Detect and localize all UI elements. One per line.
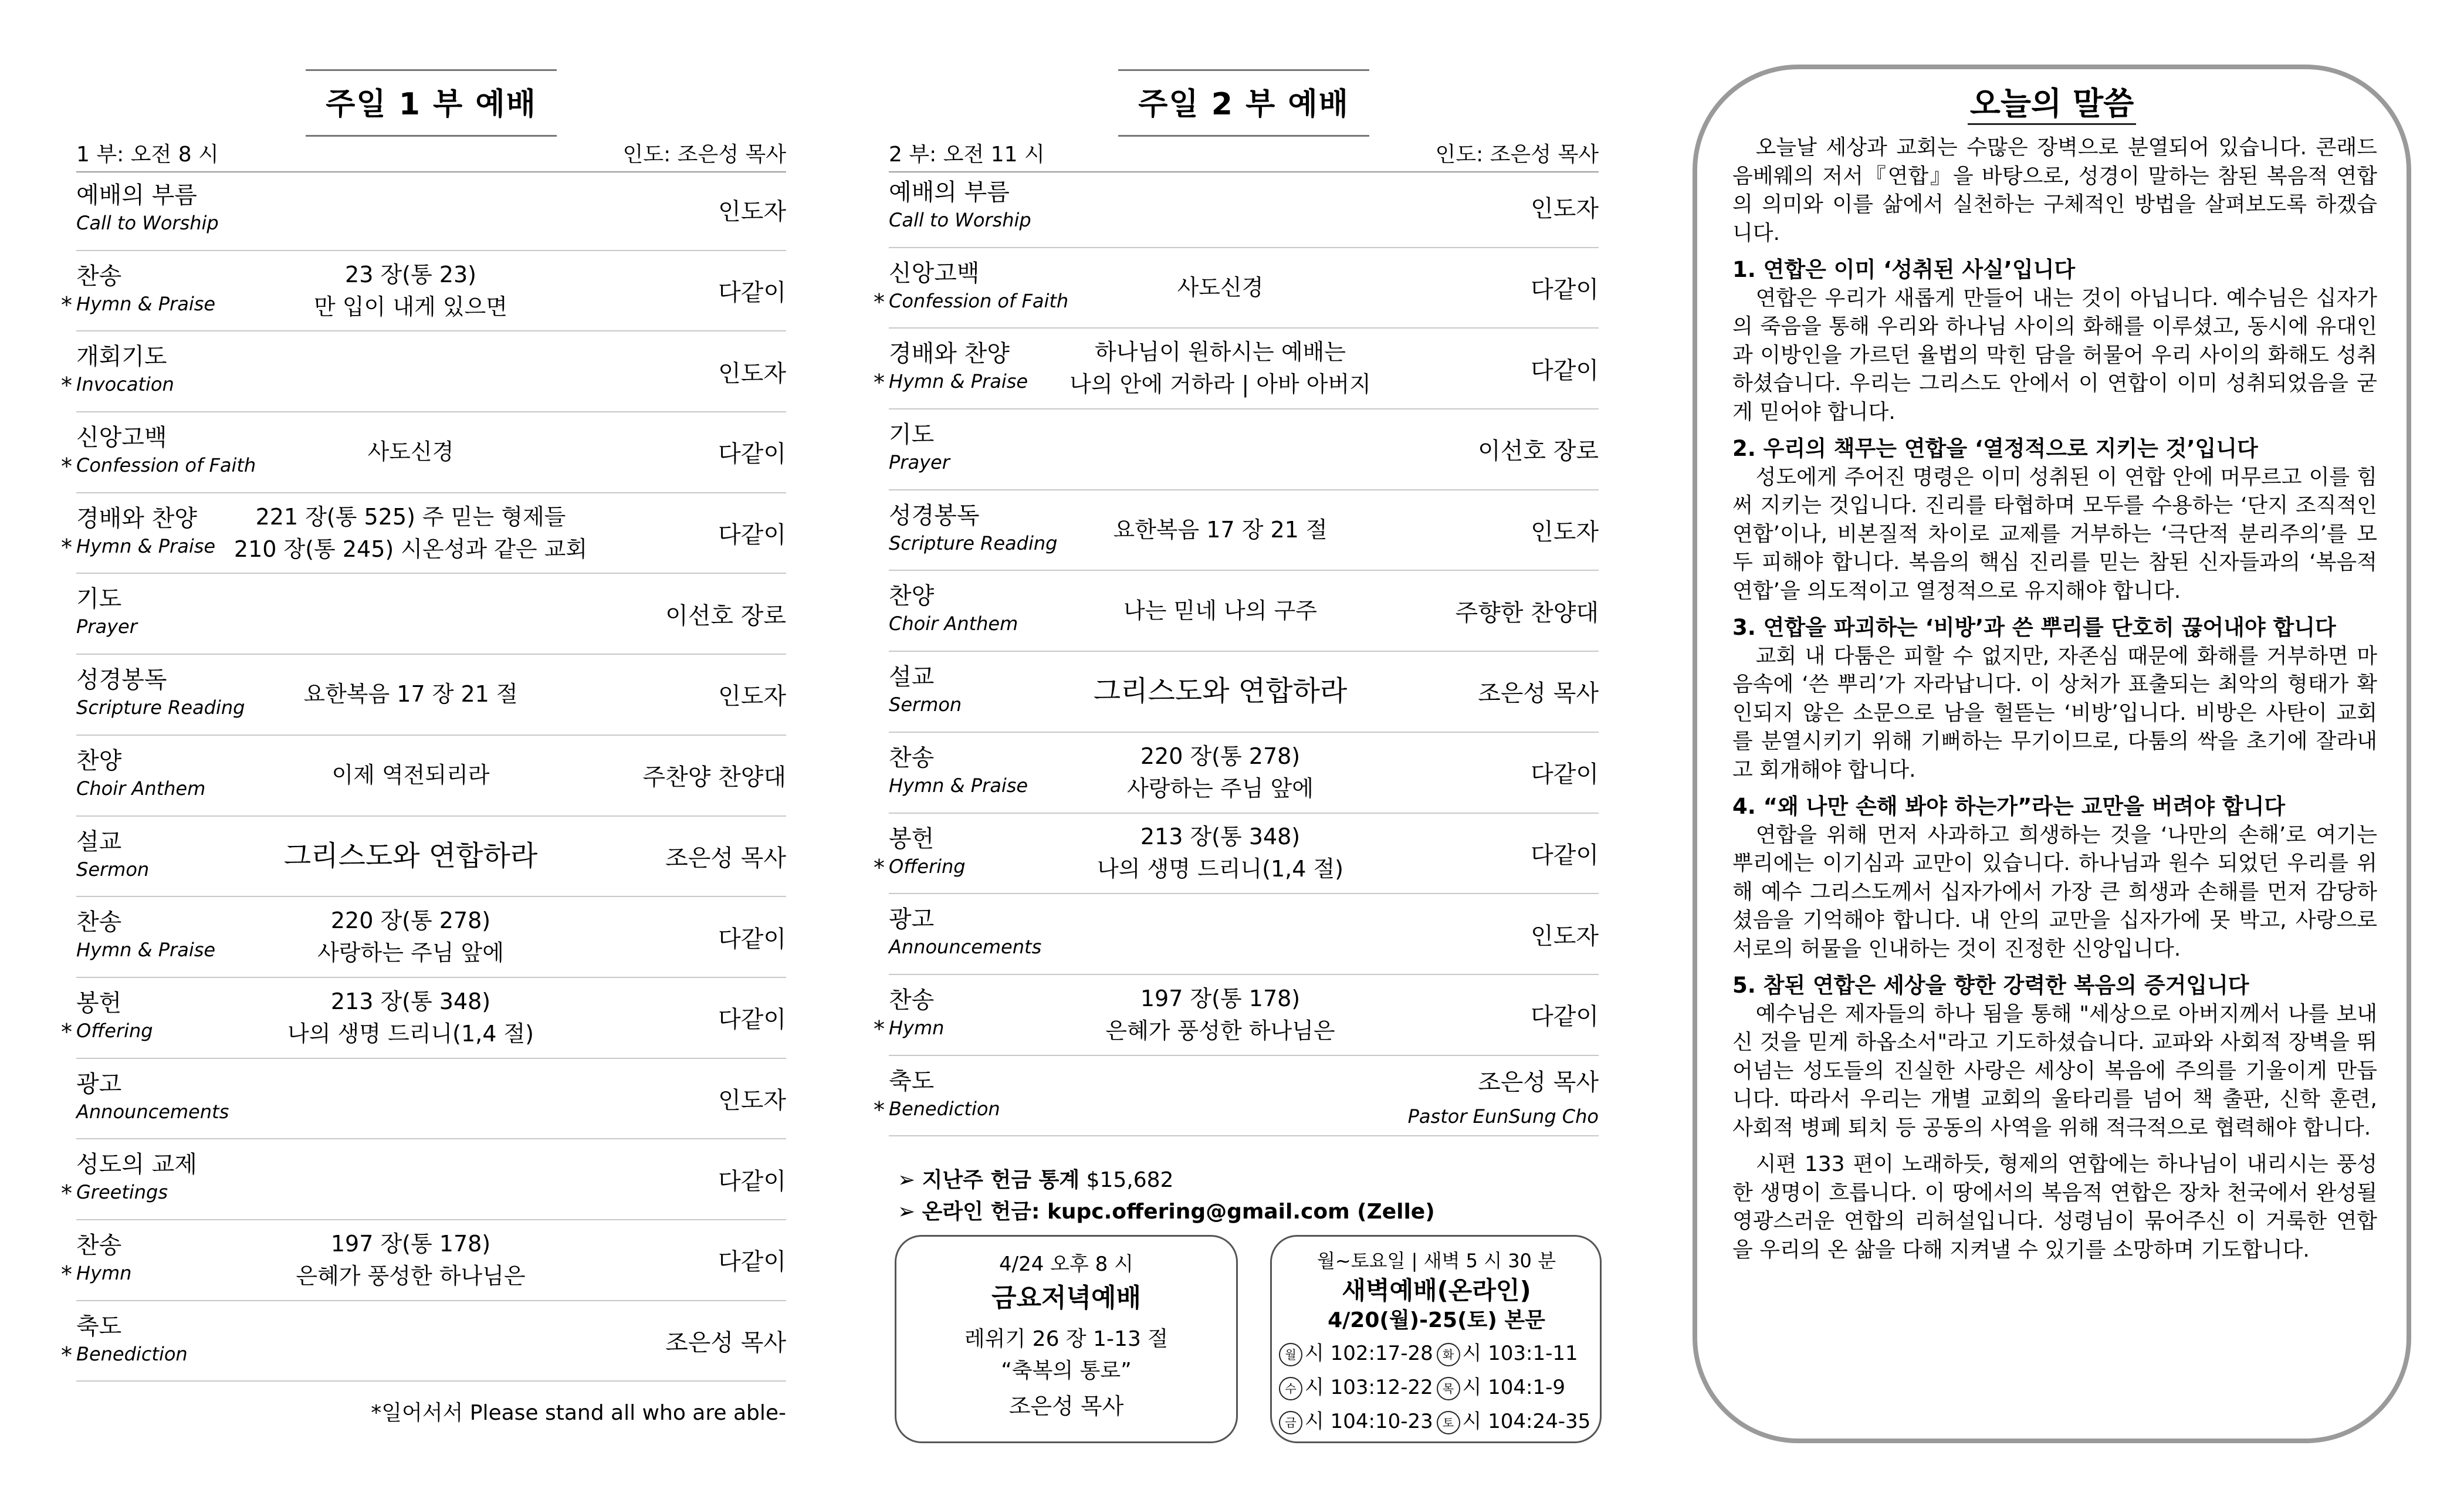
- order-leader-name: 조은성 목사: [665, 1329, 786, 1356]
- order-detail-line1: 23 장(통 23): [345, 261, 476, 287]
- sermon-body: [1732, 134, 2377, 1272]
- dawn-schedule: 월~토요일 | 새벽 5 시 30 분: [1317, 1250, 1556, 1272]
- order-detail-line2: 210 장(통 245) 시온성과 같은 교회: [233, 536, 588, 562]
- sermon-point-body: 연합은 우리가 새롭게 만들어 내는 것이 아닙니다. 예수님은 십자가의 죽음을 통해 우리와 하나님 사이의 화해를 이루셨고, 동시에 유대인과 이방인을 가르던 율법의 막힌 담을 허물어 우리 사이의 화해도 성취하셨습니다. 우리는 그리스도 안에서 이 연합이 이미 성취되었음을 굳게 믿어야 합니다.: [1732, 286, 2377, 424]
- order-leader: [718, 978, 786, 1058]
- order-detail-line1: 요한복음 17 장 21 절: [303, 681, 518, 708]
- order-row: [874, 814, 1599, 895]
- friday-datetime: 4/24 오후 8 시: [999, 1253, 1133, 1276]
- order-detail-line1: 197 장(통 178): [1140, 985, 1301, 1011]
- offering-online: ➢ 온라인 헌금: kupc.offering@gmail.com (Zelle): [898, 1200, 1435, 1224]
- order-detail-line2: 은혜가 풍성한 하나님은: [1105, 1017, 1335, 1044]
- order-detail-line2: 만 입이 내게 있으면: [314, 293, 507, 320]
- order-label: [76, 1069, 229, 1125]
- standing-mark: *: [61, 1261, 72, 1287]
- order-name-en: Hymn & Praise: [76, 534, 216, 557]
- friday-service-box: [895, 1235, 1238, 1443]
- order-leader: [718, 251, 786, 331]
- order-detail-line1: 213 장(통 348): [330, 988, 491, 1014]
- sermon-intro: 오늘날 세상과 교회는 수많은 장벽으로 분열되어 있습니다. 콘래드 음베웨의 저서『연합』을 바탕으로, 성경이 말하는 참된 복음적 연합의 의미와 이를 삶에서 실천하는 구체적인 방법을 살펴보도록 하겠습니다.: [1732, 136, 2377, 245]
- order-leader-name: 다같이: [1531, 1003, 1599, 1031]
- order-detail-line1: 197 장(통 178): [330, 1230, 491, 1257]
- dawn-reading: [1279, 1370, 1437, 1404]
- order-label: [76, 1150, 197, 1205]
- order-detail-line2: 나의 생명 드리니(1,4 절): [287, 1020, 534, 1047]
- order-label: [889, 501, 1057, 556]
- sermon-closing: 시편 133 편이 노래하듯, 형제의 연합에는 하나님이 내리시는 풍성한 생명이 흐릅니다. 이 땅에서의 복음적 연합은 장차 천국에서 완성될 영광스러운 연합의 리허설입니다. 성령님이 묶어주신 이 거룩한 연합을 우리의 온 삶을 다해 지켜낼 수 있기를 소망하며 기도합니다.: [1732, 1152, 2377, 1262]
- sermon-point-body: 교회 내 다툼은 피할 수 없지만, 자존심 때문에 화해를 거부하면 마음속에 ‘쓴 뿌리’가 자라납니다. 이 상처가 표출되는 최악의 형태가 확인되지 않은 소문으로 남을 헐뜯는 ‘비방’입니다. 비방은 사탄이 교회를 분열시키기 위해 기뻐하는 무기이므로, 다툼의 싹을 초기에 잘라내고 회개해야 합니다.: [1732, 644, 2377, 782]
- order-name-ko: 경배와 찬양: [76, 505, 197, 532]
- order-name-en: Call to Worship: [889, 209, 1031, 231]
- order-row: [61, 251, 786, 332]
- dawn-service-box: [1270, 1235, 1602, 1443]
- dawn-reading-text: 시 103:12-22: [1305, 1376, 1433, 1399]
- order-row: [889, 167, 1599, 248]
- order-row: [61, 331, 786, 412]
- order-detail-line2: 나의 안에 거하라 | 아바 아버지: [1069, 371, 1371, 398]
- standing-mark: *: [874, 854, 885, 881]
- order-leader-name: 다같이: [718, 522, 786, 549]
- order-leader: [1531, 329, 1599, 408]
- order-label: [76, 827, 149, 882]
- order-name-ko: 예배의 부름: [889, 179, 1010, 206]
- order-row: [874, 975, 1599, 1056]
- day-circle-icon: 토: [1437, 1411, 1460, 1434]
- service2-title-wrap: [889, 69, 1599, 137]
- order-leader: [718, 1220, 786, 1300]
- order-detail: [229, 1220, 593, 1300]
- order-name-en: Hymn: [76, 1261, 132, 1284]
- order-row: [76, 655, 786, 736]
- order-leader-name: 다같이: [718, 1006, 786, 1034]
- order-name-ko: 광고: [889, 906, 935, 933]
- order-detail-line1: 그리스도와 연합하라: [1093, 675, 1348, 708]
- service1-time: 1 부: 오전 8 시: [76, 143, 219, 167]
- order-label: [889, 339, 1028, 394]
- order-label: [76, 989, 153, 1044]
- sermon-panel: [1693, 65, 2411, 1443]
- order-leader-name: 인도자: [1531, 519, 1599, 546]
- standing-mark: *: [874, 1016, 885, 1042]
- order-row: [76, 897, 786, 978]
- order-detail: [1038, 733, 1402, 813]
- order-detail: [229, 412, 593, 492]
- standing-mark: *: [61, 1018, 72, 1045]
- order-row: [889, 409, 1599, 490]
- order-name-ko: 개회기도: [76, 343, 167, 371]
- order-leader: [665, 574, 786, 654]
- order-row: [76, 1059, 786, 1140]
- order-leader-name: 다같이: [718, 925, 786, 953]
- service2-order-list: [874, 167, 1599, 1136]
- order-detail: [229, 655, 593, 735]
- order-label: [889, 178, 1031, 233]
- order-leader-name: 이선호 장로: [1478, 438, 1599, 465]
- order-name-en: Choir Anthem: [76, 777, 206, 800]
- order-leader-name: 조은성 목사: [1478, 1068, 1599, 1096]
- order-leader: [1531, 167, 1599, 247]
- order-leader: [1531, 814, 1599, 893]
- order-name-ko: 신앙고백: [889, 259, 980, 287]
- order-detail: [229, 897, 593, 977]
- order-leader-sub: Pastor EunSung Cho: [1407, 1105, 1599, 1128]
- order-leader: [718, 1059, 786, 1139]
- sermon-point-heading: 1. 연합은 이미 ‘성취된 사실’입니다: [1732, 257, 2076, 282]
- order-label: [889, 662, 962, 717]
- order-detail-line1: 요한복음 17 장 21 절: [1113, 517, 1328, 543]
- order-label: [889, 824, 966, 879]
- service2-leader: 인도: 조은성 목사: [1435, 143, 1599, 167]
- order-name-ko: 봉헌: [76, 989, 122, 1017]
- order-leader: [1531, 490, 1599, 570]
- order-name-en: Offering: [76, 1019, 153, 1042]
- offering-stats-value: $15,682: [1086, 1168, 1174, 1192]
- order-detail-line2: 사랑하는 주님 앞에: [1127, 775, 1314, 801]
- order-detail: [1038, 571, 1402, 651]
- dawn-range: 4/20(월)-25(토) 본문: [1328, 1308, 1545, 1332]
- sermon-point-body: 연합을 위해 먼저 사과하고 희생하는 것을 ‘나만의 손해’로 여기는 뿌리에는 이기심과 교만이 있습니다. 하나님과 원수 되었던 우리를 위해 예수 그리스도께서 십자가에서 가장 큰 희생과 손해를 먼저 감당하셨음을 기억해야 합니다. 내 안의 교만을 십자가에 못 박고, 사랑으로 서로의 허물을 인내하는 것이 진정한 신앙입니다.: [1732, 823, 2377, 961]
- order-name-ko: 설교: [889, 664, 935, 691]
- order-name-ko: 봉헌: [889, 825, 935, 852]
- order-leader: [718, 170, 786, 250]
- order-name-en: Announcements: [889, 936, 1042, 959]
- friday-name: 금요저녁예배: [991, 1283, 1142, 1313]
- order-detail: [229, 493, 593, 573]
- order-leader-name: 주향한 찬양대: [1455, 599, 1599, 627]
- order-name-en: Choir Anthem: [889, 612, 1018, 635]
- order-row: [61, 1301, 786, 1382]
- day-circle-icon: 금: [1279, 1411, 1302, 1434]
- order-row: [61, 978, 786, 1059]
- dawn-reading-text: 시 104:10-23: [1305, 1410, 1433, 1433]
- service1-meta: [76, 138, 786, 172]
- order-detail-line2: 나의 생명 드리니(1,4 절): [1097, 856, 1343, 882]
- sermon-point-heading: 2. 우리의 책무는 연합을 ‘열정적으로 지키는 것’입니다: [1732, 436, 2258, 461]
- sermon-point-body: 성도에게 주어진 명령은 이미 성취된 이 연합 안에 머무르고 이를 힘써 지키는 것입니다. 진리를 타협하며 모두를 수용하는 ‘단지 조직적인 연합’이나, 비본질적 차이로 교제를 거부하는 ‘극단적 분리주의’를 모두 피해야 합니다. 복음의 핵심 진리를 믿는 참된 신자들과의 ‘복음적 연합’을 의도적이고 열정적으로 유지해야 합니다.: [1732, 465, 2377, 603]
- dawn-reading-text: 시 103:1-11: [1462, 1342, 1578, 1365]
- order-leader: [1531, 894, 1599, 974]
- order-leader-name: 다같이: [1531, 276, 1599, 304]
- order-detail-line1: 나는 믿네 나의 구주: [1123, 597, 1317, 624]
- order-name-en: Confession of Faith: [76, 454, 256, 477]
- order-detail-line2: 은혜가 풍성한 하나님은: [296, 1263, 526, 1289]
- order-detail: [1038, 814, 1402, 893]
- order-leader: [1455, 571, 1599, 651]
- order-name-ko: 성경봉독: [889, 502, 980, 529]
- order-label: [889, 581, 1018, 637]
- order-row: [76, 574, 786, 655]
- dawn-reading-text: 시 104:1-9: [1462, 1376, 1566, 1399]
- order-detail: [229, 978, 593, 1058]
- order-row: [889, 571, 1599, 652]
- order-name-en: Hymn: [889, 1016, 945, 1039]
- offering-stats: ➢ 지난주 헌금 통계 $15,682: [898, 1168, 1174, 1192]
- order-leader-name: 조은성 목사: [665, 844, 786, 872]
- order-leader-name: 인도자: [718, 1087, 786, 1114]
- order-label: [76, 1231, 131, 1286]
- order-detail-line1: 213 장(통 348): [1140, 824, 1301, 850]
- order-label: [76, 181, 219, 236]
- order-name-en: Scripture Reading: [76, 696, 245, 719]
- standing-mark: *: [61, 292, 72, 318]
- service2-time: 2 부: 오전 11 시: [889, 143, 1045, 167]
- order-row: [889, 894, 1599, 975]
- order-name-ko: 찬송: [76, 909, 122, 936]
- order-name-en: Prayer: [76, 615, 137, 638]
- order-detail-line1: 220 장(통 278): [1140, 743, 1301, 769]
- order-name-en: Benediction: [889, 1097, 1000, 1120]
- order-detail: [1038, 248, 1402, 328]
- order-label: [76, 1312, 188, 1367]
- order-row: [61, 493, 786, 574]
- order-row: [889, 652, 1599, 733]
- sermon-title-wrap: [1697, 79, 2407, 124]
- order-name-ko: 기도: [76, 585, 122, 613]
- order-leader: [718, 493, 786, 573]
- standing-mark: *: [61, 373, 72, 399]
- order-name-ko: 축도: [889, 1067, 935, 1095]
- offering-online-label: 온라인 헌금: kupc.offering@gmail.com (Zelle): [922, 1200, 1435, 1224]
- order-label: [889, 420, 950, 475]
- order-label: [889, 743, 1028, 798]
- order-leader-name: 다같이: [718, 441, 786, 468]
- order-name-ko: 찬송: [889, 744, 935, 771]
- dawn-readings: [1279, 1336, 1594, 1439]
- order-label: [76, 342, 174, 397]
- dawn-reading: [1437, 1370, 1595, 1404]
- order-row: [61, 412, 786, 493]
- order-detail: [1038, 652, 1402, 732]
- dawn-reading: [1437, 1336, 1595, 1370]
- order-name-ko: 찬양: [889, 583, 935, 610]
- order-name-ko: 성경봉독: [76, 666, 167, 694]
- order-label: [76, 262, 215, 317]
- order-row: [874, 329, 1599, 409]
- order-name-en: Sermon: [889, 693, 962, 716]
- order-name-en: Scripture Reading: [889, 532, 1058, 554]
- service1-order-list: [61, 170, 786, 1382]
- order-row: [61, 1220, 786, 1301]
- order-row: [76, 736, 786, 817]
- order-name-en: Announcements: [76, 1100, 229, 1123]
- order-leader-name: 다같이: [718, 1167, 786, 1195]
- dawn-reading: [1279, 1404, 1437, 1439]
- order-detail-line1: 하나님이 원하시는 예배는: [1095, 339, 1346, 365]
- order-leader: [718, 412, 786, 492]
- order-detail-line1: 221 장(통 525) 주 믿는 형제들: [255, 503, 566, 530]
- order-label: [76, 504, 215, 559]
- order-label: [76, 908, 215, 963]
- sermon-point-heading: 4. “왜 나만 손해 봐야 하는가”라는 교만을 버려야 합니다: [1732, 794, 2286, 819]
- standing-mark: *: [874, 1096, 885, 1123]
- order-row: [889, 490, 1599, 571]
- order-name-en: Hymn & Praise: [76, 939, 216, 962]
- order-detail: [1038, 975, 1402, 1055]
- order-name-ko: 찬양: [76, 747, 122, 774]
- sermon-point-body: 예수님은 제자들의 하나 됨을 통해 "세상으로 아버지께서 나를 보내신 것을 믿게 하옵소서"라고 기도하셨습니다. 교파와 사회적 장벽을 뛰어넘는 성도들의 진실한 사랑은 세상이 복음에 주의를 기울이게 만듭니다. 따라서 우리는 개별 교회의 울타리를 넘어 책 출판, 신학 훈련, 사회적 병폐 퇴치 등 공동의 사역을 위해 적극적으로 협력해야 합니다.: [1732, 1001, 2377, 1140]
- order-leader: [1531, 975, 1599, 1055]
- order-leader: [1408, 1056, 1599, 1136]
- order-leader: [1478, 409, 1599, 489]
- day-circle-icon: 수: [1279, 1377, 1302, 1400]
- order-name-ko: 찬송: [76, 1231, 122, 1259]
- order-row: [76, 170, 786, 251]
- dawn-reading-text: 시 102:17-28: [1305, 1342, 1433, 1365]
- order-detail-line1: 이제 역전되리라: [331, 762, 490, 788]
- standing-mark: *: [61, 1180, 72, 1207]
- order-detail: [229, 251, 593, 331]
- order-leader-name: 인도자: [718, 360, 786, 387]
- order-leader: [1531, 733, 1599, 813]
- standing-mark: *: [874, 289, 885, 315]
- order-leader-name: 조은성 목사: [1478, 680, 1599, 708]
- order-leader: [1478, 652, 1599, 732]
- order-leader-name: 인도자: [1531, 195, 1599, 223]
- order-row: [874, 248, 1599, 329]
- order-name-en: Invocation: [76, 373, 174, 396]
- order-detail-line1: 220 장(통 278): [330, 908, 491, 934]
- order-name-en: Prayer: [889, 451, 950, 474]
- order-leader: [1531, 248, 1599, 328]
- order-label: [889, 1067, 1000, 1122]
- order-label: [76, 746, 205, 801]
- service1-title: 주일 1 부 예배: [306, 69, 557, 137]
- order-leader: [718, 331, 786, 411]
- order-label: [889, 986, 944, 1041]
- order-name-en: Call to Worship: [76, 212, 219, 234]
- standing-mark: *: [61, 534, 72, 560]
- order-name-ko: 예배의 부름: [76, 182, 197, 209]
- order-leader: [718, 1139, 786, 1219]
- day-circle-icon: 목: [1437, 1377, 1460, 1400]
- order-label: [889, 905, 1041, 960]
- order-name-ko: 경배와 찬양: [889, 340, 1010, 368]
- offering-info: [898, 1165, 1435, 1228]
- order-row: [889, 733, 1599, 814]
- service1-footnote: *일어서서 Please stand all who are able-: [371, 1401, 786, 1425]
- order-name-ko: 축도: [76, 1312, 122, 1340]
- order-leader: [642, 736, 786, 815]
- offering-stats-label: 지난주 헌금 통계: [922, 1168, 1080, 1192]
- order-name-en: Offering: [889, 855, 966, 878]
- standing-mark: *: [874, 370, 885, 396]
- sermon-title: 오늘의 말씀: [1968, 85, 2137, 125]
- order-label: [76, 665, 245, 720]
- order-leader-name: 주찬양 찬양대: [642, 764, 786, 791]
- order-leader-name: 다같이: [718, 1248, 786, 1276]
- order-detail: [1038, 329, 1402, 408]
- order-name-en: Confession of Faith: [889, 289, 1069, 312]
- order-name-ko: 성도의 교제: [76, 1151, 197, 1179]
- order-detail-line1: 사도신경: [1177, 275, 1264, 301]
- order-detail: [1038, 490, 1402, 570]
- service1-leader: 인도: 조은성 목사: [622, 143, 786, 167]
- day-circle-icon: 화: [1437, 1343, 1460, 1366]
- order-name-ko: 찬송: [76, 262, 122, 290]
- friday-speaker: 조은성 목사: [1008, 1393, 1124, 1419]
- order-row: [874, 1056, 1599, 1137]
- order-leader-name: 다같이: [1531, 357, 1599, 384]
- standing-mark: *: [61, 1342, 72, 1368]
- order-name-en: Benediction: [76, 1342, 188, 1365]
- order-leader: [665, 817, 786, 896]
- dawn-name: 새벽예배(온라인): [1342, 1276, 1531, 1305]
- order-detail: [229, 736, 593, 815]
- order-leader: [718, 897, 786, 977]
- order-name-en: Greetings: [76, 1181, 168, 1204]
- order-detail-line2: 사랑하는 주님 앞에: [317, 940, 504, 966]
- order-name-ko: 신앙고백: [76, 424, 167, 452]
- order-name-en: Hymn & Praise: [76, 292, 216, 315]
- order-leader-name: 다같이: [1531, 841, 1599, 869]
- order-name-ko: 찬송: [889, 986, 935, 1014]
- service2-title: 주일 2 부 예배: [1118, 69, 1369, 137]
- order-label: [76, 584, 137, 639]
- sermon-point-heading: 5. 참된 연합은 세상을 향한 강력한 복음의 증거입니다: [1732, 973, 2249, 998]
- order-name-ko: 광고: [76, 1070, 122, 1098]
- order-name-ko: 기도: [889, 421, 935, 449]
- dawn-reading-text: 시 104:24-35: [1462, 1410, 1591, 1433]
- friday-passage: 레위기 26 장 1-13 절: [964, 1327, 1169, 1351]
- order-detail-line1: 사도신경: [367, 439, 454, 465]
- order-leader-name: 인도자: [1531, 922, 1599, 950]
- order-name-en: Hymn & Praise: [889, 370, 1028, 393]
- friday-subtitle: “축복의 통로”: [1001, 1359, 1132, 1383]
- order-name-ko: 설교: [76, 828, 122, 855]
- order-leader: [665, 1301, 786, 1381]
- order-leader-name: 인도자: [718, 198, 786, 226]
- order-leader: [718, 655, 786, 735]
- sermon-point-heading: 3. 연합을 파괴하는 ‘비방’과 쓴 뿌리를 단호히 끊어내야 합니다: [1732, 615, 2336, 640]
- dawn-reading: [1437, 1404, 1595, 1439]
- service1-title-wrap: [76, 69, 786, 137]
- order-detail: [229, 817, 593, 896]
- order-row: [76, 817, 786, 898]
- order-row: [61, 1139, 786, 1220]
- order-leader-name: 이선호 장로: [665, 602, 786, 629]
- order-name-en: Hymn & Praise: [889, 774, 1028, 797]
- standing-mark: *: [61, 453, 72, 480]
- dawn-reading: [1279, 1336, 1437, 1370]
- order-leader-name: 다같이: [718, 279, 786, 307]
- order-detail-line1: 그리스도와 연합하라: [283, 839, 538, 872]
- order-leader-name: 인도자: [718, 683, 786, 710]
- day-circle-icon: 월: [1279, 1343, 1302, 1366]
- order-name-en: Sermon: [76, 858, 150, 881]
- order-leader-name: 다같이: [1531, 761, 1599, 788]
